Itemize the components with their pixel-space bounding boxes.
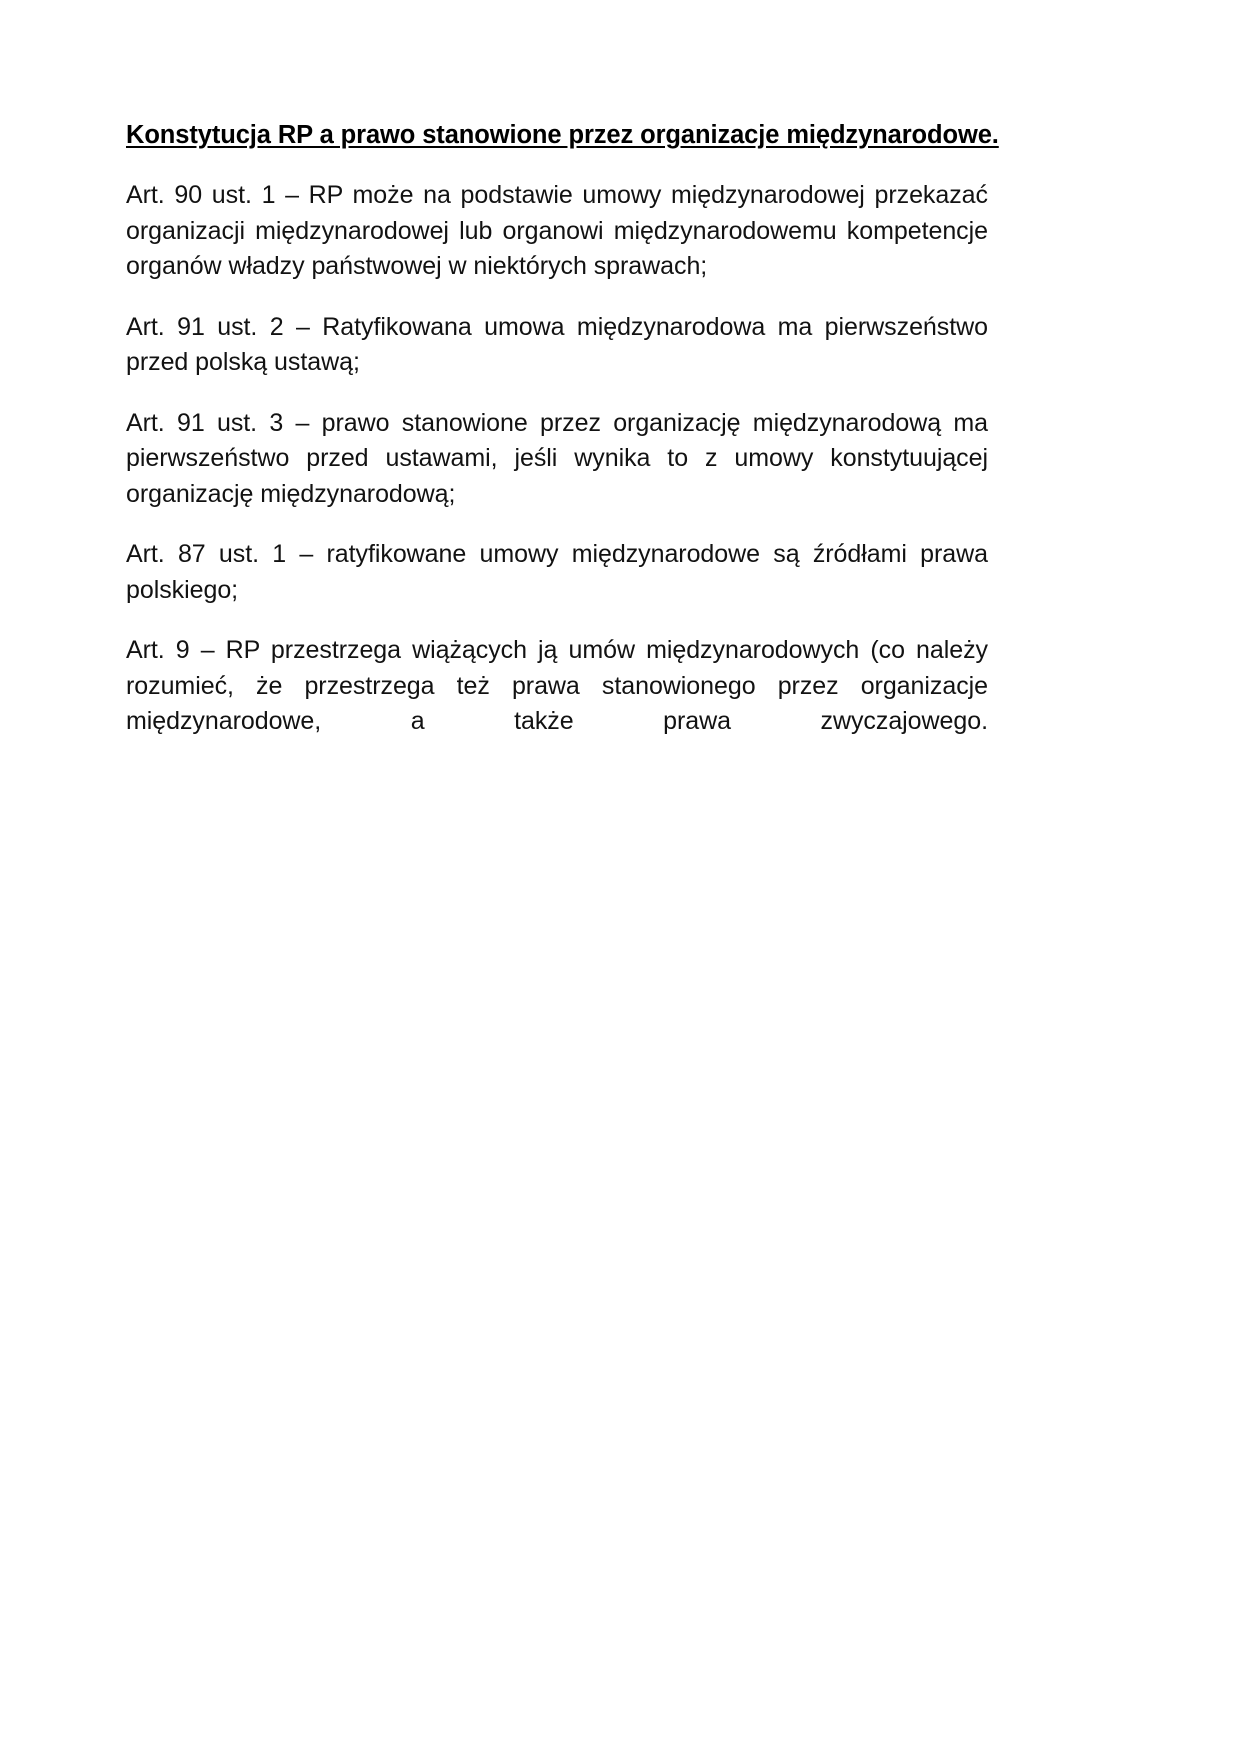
page-title: Konstytucja RP a prawo stanowione przez organizacje międzynarodowe. — [126, 121, 999, 149]
paragraph-art-9: Art. 9 – RP przestrzega wiążących ją umów międzynarodowych (co należy rozumieć, że przestrzega też prawa stanowionego przez organizacje międzynarodowe, a także prawa zwyczajowego. — [126, 636, 988, 736]
paragraph-art-90-ust-1: Art. 90 ust. 1 – RP może na podstawie umowy międzynarodowej przekazać organizacji międzynarodowej lub organowi międzynarodowemu kompetencje organów władzy państwowej w niektórych sprawach; — [126, 181, 988, 281]
paragraph-art-91-ust-2: Art. 91 ust. 2 – Ratyfikowana umowa międzynarodowa ma pierwszeństwo przed polską ustawą; — [126, 312, 988, 377]
paragraph-art-87-ust-1: Art. 87 ust. 1 – ratyfikowane umowy międzynarodowe są źródłami prawa polskiego; — [126, 540, 988, 604]
document-content — [126, 118, 999, 740]
paragraph-art-91-ust-3: Art. 91 ust. 3 – prawo stanowione przez organizację międzynarodową ma pierwszeństwo przed ustawami, jeśli wynika to z umowy konstytuującej organizację międzynarodową; — [126, 408, 988, 508]
